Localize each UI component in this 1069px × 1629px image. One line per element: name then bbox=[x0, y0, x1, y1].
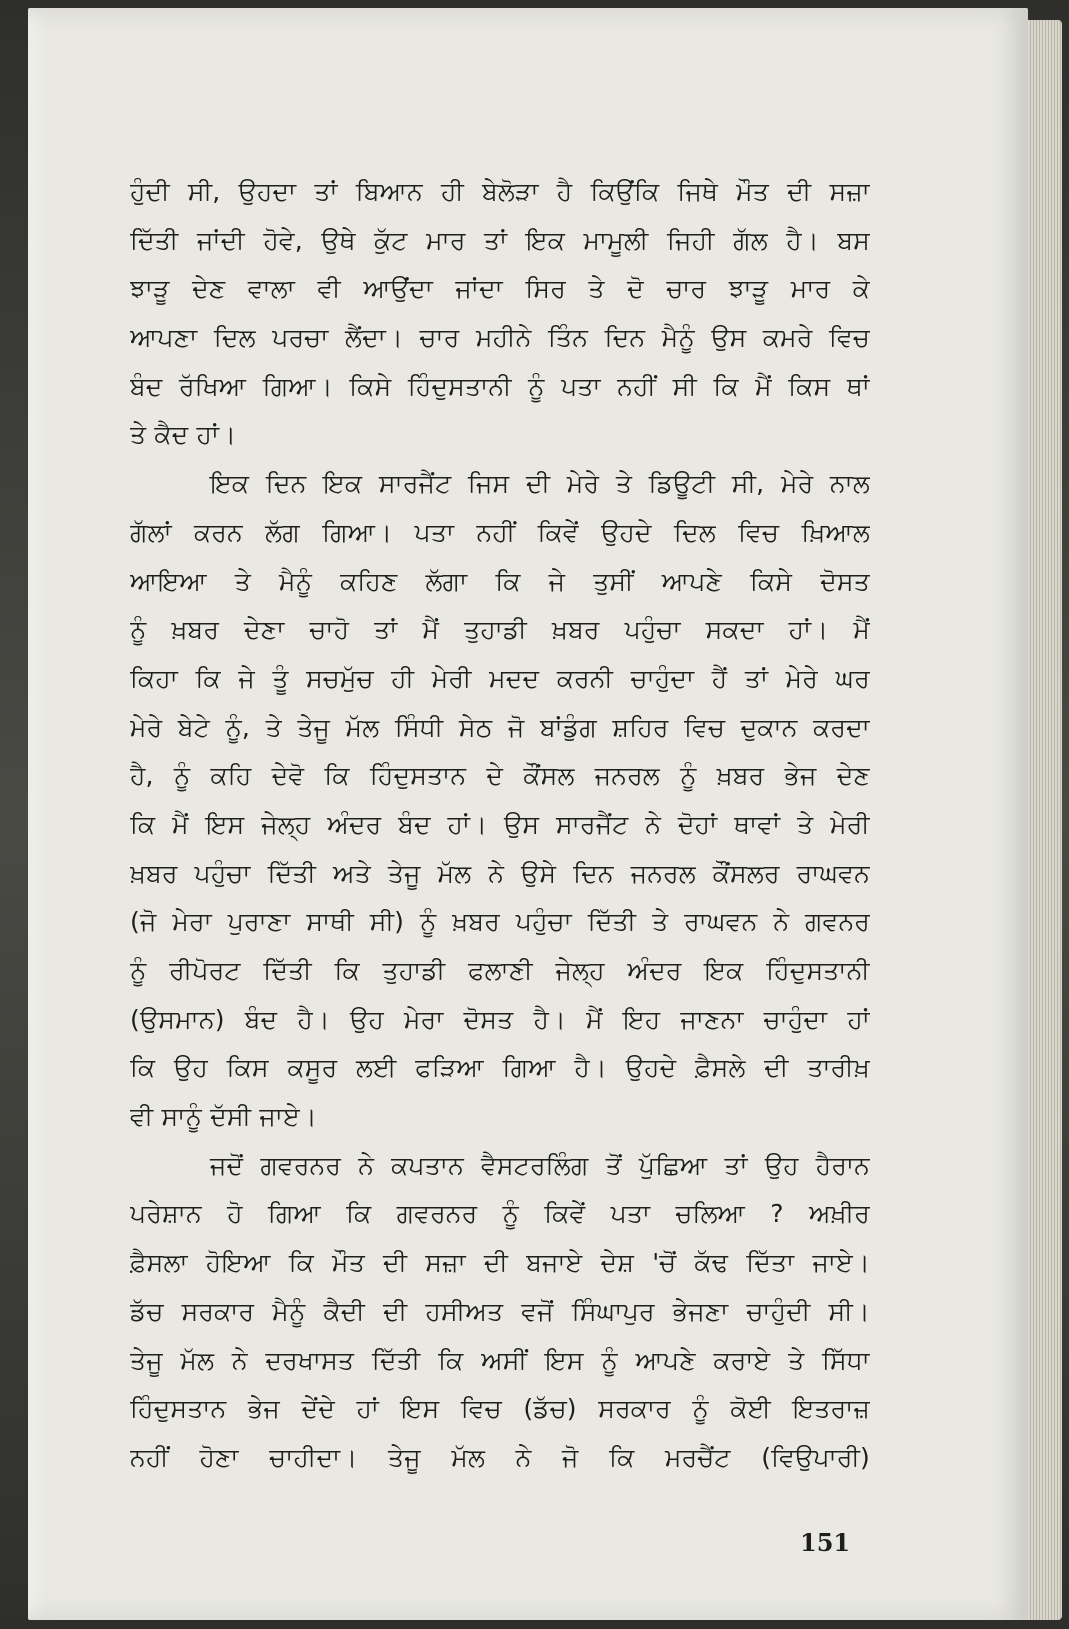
text-line: ਆਪਣਾ ਦਿਲ ਪਰਚਾ ਲੈਂਦਾ। ਚਾਰ ਮਹੀਨੇ ਤਿੰਨ ਦਿਨ ਮੈਨੂੰ ਉਸ ਕਮਰੇ ਵਿਚ bbox=[130, 323, 870, 353]
text-line: ਮੇਰੇ ਬੇਟੇ ਨੂੰ, ਤੇ ਤੇਜੂ ਮੱਲ ਸਿੰਧੀ ਸੇਠ ਜੋ ਬਾਂਡੁੰਗ ਸ਼ਹਿਰ ਵਿਚ ਦੁਕਾਨ ਕਰਦਾ bbox=[130, 712, 870, 742]
text-line: ਇਕ ਦਿਨ ਇਕ ਸਾਰਜੈਂਟ ਜਿਸ ਦੀ ਮੇਰੇ ਤੇ ਡਿਊਟੀ ਸੀ, ਮੇਰੇ ਨਾਲ bbox=[210, 469, 870, 499]
text-line: ਤੇਜੂ ਮੱਲ ਨੇ ਦਰਖਾਸਤ ਦਿੱਤੀ ਕਿ ਅਸੀਂ ਇਸ ਨੂੰ ਆਪਣੇ ਕਰਾਏ ਤੇ ਸਿੱਧਾ bbox=[130, 1345, 870, 1375]
book-page-edges bbox=[1022, 20, 1062, 1620]
text-line: ਬੰਦ ਰੱਖਿਆ ਗਿਆ। ਕਿਸੇ ਹਿੰਦੁਸਤਾਨੀ ਨੂੰ ਪਤਾ ਨਹੀਂ ਸੀ ਕਿ ਮੈਂ ਕਿਸ ਥਾਂ bbox=[130, 371, 870, 401]
text-line: ਆਇਆ ਤੇ ਮੈਨੂੰ ਕਹਿਣ ਲੱਗਾ ਕਿ ਜੇ ਤੁਸੀਂ ਆਪਣੇ ਕਿਸੇ ਦੋਸਤ bbox=[130, 566, 870, 596]
text-line: (ਉਸਮਾਨ) ਬੰਦ ਹੈ। ਉਹ ਮੇਰਾ ਦੋਸਤ ਹੈ। ਮੈਂ ਇਹ ਜਾਣਨਾ ਚਾਹੁੰਦਾ ਹਾਂ bbox=[130, 1004, 870, 1034]
text-line: ਦਿੱਤੀ ਜਾਂਦੀ ਹੋਵੇ, ਉਥੇ ਕੁੱਟ ਮਾਰ ਤਾਂ ਇਕ ਮਾਮੂਲੀ ਜਿਹੀ ਗੱਲ ਹੈ। ਬਸ bbox=[130, 225, 870, 255]
text-line: (ਜੋ ਮੇਰਾ ਪੁਰਾਣਾ ਸਾਥੀ ਸੀ) ਨੂੰ ਖ਼ਬਰ ਪਹੁੰਚਾ ਦਿੱਤੀ ਤੇ ਰਾਘਵਨ ਨੇ ਗਵਨਰ bbox=[130, 907, 870, 937]
text-line: ਤੇ ਕੈਦ ਹਾਂ। bbox=[130, 420, 237, 450]
body-text bbox=[130, 168, 870, 1483]
text-line: ਗੱਲਾਂ ਕਰਨ ਲੱਗ ਗਿਆ। ਪਤਾ ਨਹੀਂ ਕਿਵੇਂ ਉਹਦੇ ਦਿਲ ਵਿਚ ਖ਼ਿਆਲ bbox=[130, 517, 870, 547]
text-line: ਜਦੋਂ ਗਵਰਨਰ ਨੇ ਕਪਤਾਨ ਵੈਸਟਰਲਿੰਗ ਤੋਂ ਪੁੱਛਿਆ ਤਾਂ ਉਹ ਹੈਰਾਨ bbox=[210, 1150, 870, 1180]
text-line: ਕਿ ਉਹ ਕਿਸ ਕਸੂਰ ਲਈ ਫੜਿਆ ਗਿਆ ਹੈ। ਉਹਦੇ ਫ਼ੈਸਲੇ ਦੀ ਤਾਰੀਖ਼ bbox=[130, 1053, 870, 1083]
text-line: ਡੱਚ ਸਰਕਾਰ ਮੈਨੂੰ ਕੈਦੀ ਦੀ ਹਸੀਅਤ ਵਜੋਂ ਸਿੰਘਾਪੁਰ ਭੇਜਣਾ ਚਾਹੁੰਦੀ ਸੀ। bbox=[130, 1296, 870, 1326]
text-line: ਹੁੰਦੀ ਸੀ, ਉਹਦਾ ਤਾਂ ਬਿਆਨ ਹੀ ਬੇਲੋੜਾ ਹੈ ਕਿਉਂਕਿ ਜਿਥੇ ਮੌਤ ਦੀ ਸਜ਼ਾ bbox=[130, 177, 870, 206]
text-line: ਨੂੰ ਰੀਪੋਰਟ ਦਿੱਤੀ ਕਿ ਤੁਹਾਡੀ ਫਲਾਣੀ ਜੇਲ੍ਹ ਅੰਦਰ ਇਕ ਹਿੰਦੁਸਤਾਨੀ bbox=[130, 956, 870, 985]
text-line: ਖ਼ਬਰ ਪਹੁੰਚਾ ਦਿੱਤੀ ਅਤੇ ਤੇਜੂ ਮੱਲ ਨੇ ਉਸੇ ਦਿਨ ਜਨਰਲ ਕੌਂਸਲਰ ਰਾਘਵਨ bbox=[130, 858, 870, 888]
text-line: ਨਹੀਂ ਹੋਣਾ ਚਾਹੀਦਾ। ਤੇਜੂ ਮੱਲ ਨੇ ਜੋ ਕਿ ਮਰਚੈਂਟ (ਵਿਉਪਾਰੀ) bbox=[130, 1442, 870, 1472]
text-line: ਝਾੜੂ ਦੇਣ ਵਾਲਾ ਵੀ ਆਉਂਦਾ ਜਾਂਦਾ ਸਿਰ ਤੇ ਦੋ ਚਾਰ ਝਾੜੂ ਮਾਰ ਕੇ bbox=[130, 274, 870, 304]
page-number: 151 bbox=[800, 1528, 851, 1557]
text-line: ਪਰੇਸ਼ਾਨ ਹੋ ਗਿਆ ਕਿ ਗਵਰਨਰ ਨੂੰ ਕਿਵੇਂ ਪਤਾ ਚਲਿਆ ? ਅਖ਼ੀਰ bbox=[130, 1199, 870, 1229]
text-line: ਹੈ, ਨੂੰ ਕਹਿ ਦੇਵੋ ਕਿ ਹਿੰਦੁਸਤਾਨ ਦੇ ਕੌਂਸਲ ਜਨਰਲ ਨੂੰ ਖ਼ਬਰ ਭੇਜ ਦੇਣ bbox=[130, 761, 870, 791]
text-line: ਹਿੰਦੁਸਤਾਨ ਭੇਜ ਦੇਂਦੇ ਹਾਂ ਇਸ ਵਿਚ (ਡੱਚ) ਸਰਕਾਰ ਨੂੰ ਕੋਈ ਇਤਰਾਜ਼ bbox=[130, 1394, 870, 1424]
text-line: ਫ਼ੈਸਲਾ ਹੋਇਆ ਕਿ ਮੌਤ ਦੀ ਸਜ਼ਾ ਦੀ ਬਜਾਏ ਦੇਸ਼ 'ਚੋਂ ਕੱਢ ਦਿੱਤਾ ਜਾਏ। bbox=[130, 1248, 870, 1278]
text-line: ਕਿ ਮੈਂ ਇਸ ਜੇਲ੍ਹ ਅੰਦਰ ਬੰਦ ਹਾਂ। ਉਸ ਸਾਰਜੈਂਟ ਨੇ ਦੋਹਾਂ ਥਾਵਾਂ ਤੇ ਮੇਰੀ bbox=[130, 809, 870, 839]
text-line: ਕਿਹਾ ਕਿ ਜੇ ਤੂੰ ਸਚਮੁੱਚ ਹੀ ਮੇਰੀ ਮਦਦ ਕਰਨੀ ਚਾਹੁੰਦਾ ਹੈਂ ਤਾਂ ਮੇਰੇ ਘਰ bbox=[130, 663, 870, 693]
text-line: ਨੂੰ ਖ਼ਬਰ ਦੇਣਾ ਚਾਹੋ ਤਾਂ ਮੈਂ ਤੁਹਾਡੀ ਖ਼ਬਰ ਪਹੁੰਚਾ ਸਕਦਾ ਹਾਂ। ਮੈਂ bbox=[130, 615, 870, 645]
text-line: ਵੀ ਸਾਨੂੰ ਦੱਸੀ ਜਾਏ। bbox=[130, 1102, 317, 1132]
